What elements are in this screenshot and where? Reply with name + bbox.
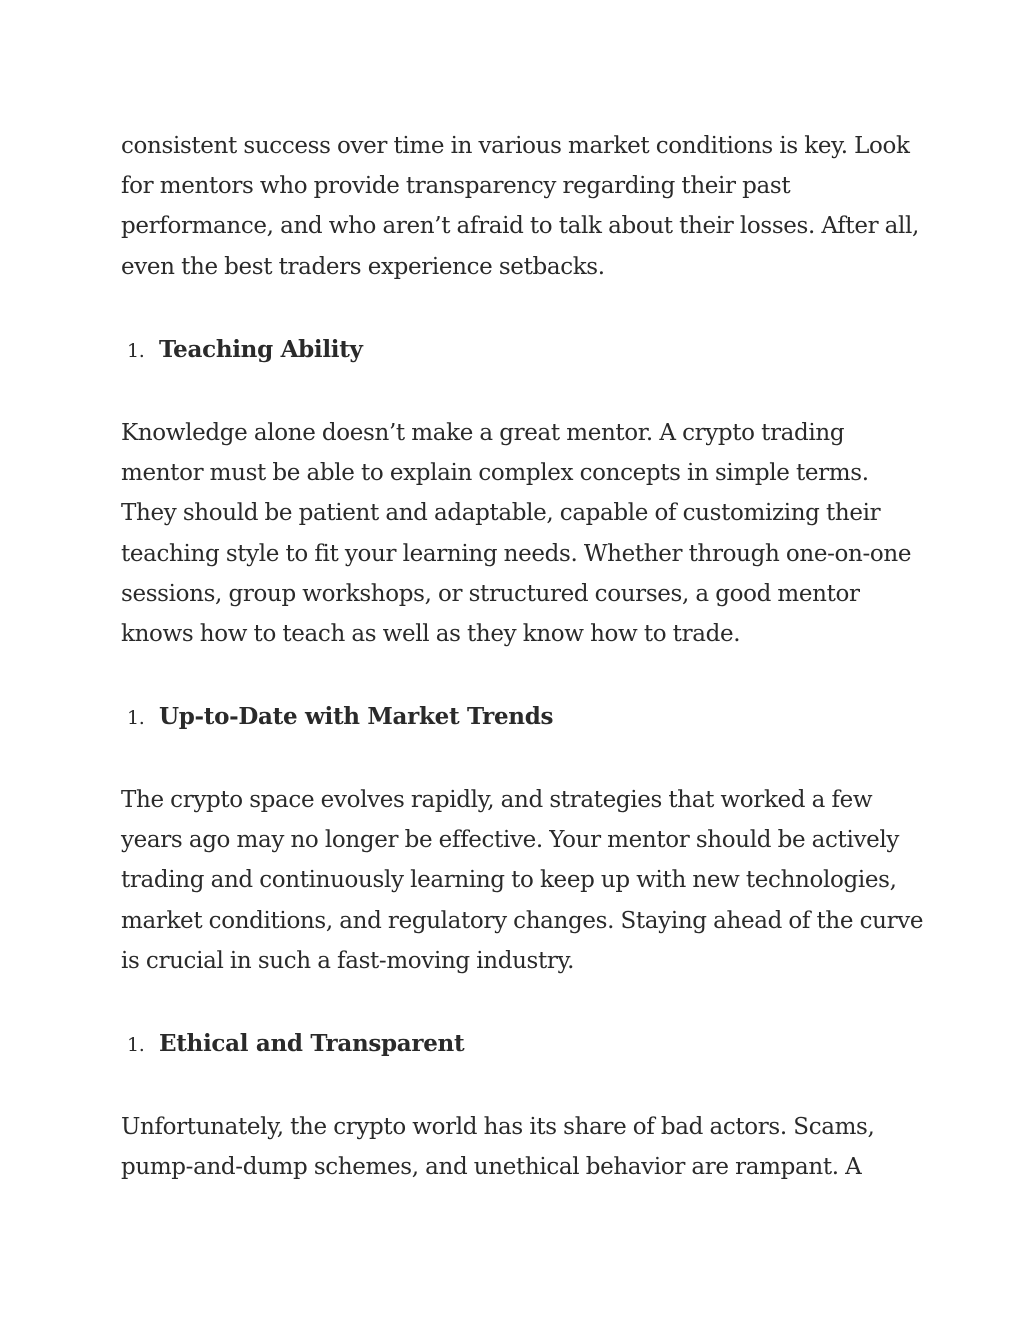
text-line: knows how to teach as well as they know how to trade. — [121, 621, 741, 648]
list-number: 1. — [127, 707, 145, 729]
section-heading-ethical-transparent — [127, 1028, 464, 1061]
paragraph-track-record — [121, 126, 920, 287]
section-heading-market-trends — [127, 701, 553, 734]
text-line: performance, and who aren’t afraid to talk about their losses. After all, — [121, 213, 920, 240]
text-line: They should be patient and adaptable, capable of customizing their — [121, 500, 881, 527]
text-line: mentor must be able to explain complex concepts in simple terms. — [121, 460, 869, 487]
text-line: for mentors who provide transparency regarding their past — [121, 173, 791, 200]
text-line: is crucial in such a fast-moving industry. — [121, 947, 575, 974]
list-number: 1. — [127, 340, 145, 362]
text-line: market conditions, and regulatory changes. Staying ahead of the curve — [121, 907, 924, 934]
text-line: trading and continuously learning to keep up with new technologies, — [121, 867, 897, 894]
text-line: consistent success over time in various market conditions is key. Look — [121, 133, 910, 159]
text-line: The crypto space evolves rapidly, and strategies that worked a few — [121, 787, 873, 813]
text-line: teaching style to fit your learning needs. Whether through one-on-one — [121, 540, 912, 567]
text-line: sessions, group workshops, or structured courses, a good mentor — [121, 580, 860, 607]
paragraph-ethical-transparent — [121, 1107, 901, 1187]
section-heading-teaching-ability — [127, 334, 363, 367]
text-line: pump-and-dump schemes, and unethical behavior are rampant. A — [121, 1154, 862, 1181]
paragraph-market-trends — [121, 780, 924, 981]
text-line: Knowledge alone doesn’t make a great mentor. A crypto trading — [121, 420, 845, 446]
text-line: even the best traders experience setbacks. — [121, 253, 605, 280]
paragraph-teaching-ability — [121, 413, 912, 654]
heading-title: Up-to-Date with Market Trends — [159, 703, 554, 730]
heading-title: Teaching Ability — [159, 336, 363, 363]
list-number: 1. — [127, 1034, 145, 1056]
heading-title: Ethical and Transparent — [159, 1030, 465, 1057]
text-line: years ago may no longer be effective. Your mentor should be actively — [121, 827, 900, 854]
text-line: Unfortunately, the crypto world has its share of bad actors. Scams, — [121, 1114, 875, 1140]
